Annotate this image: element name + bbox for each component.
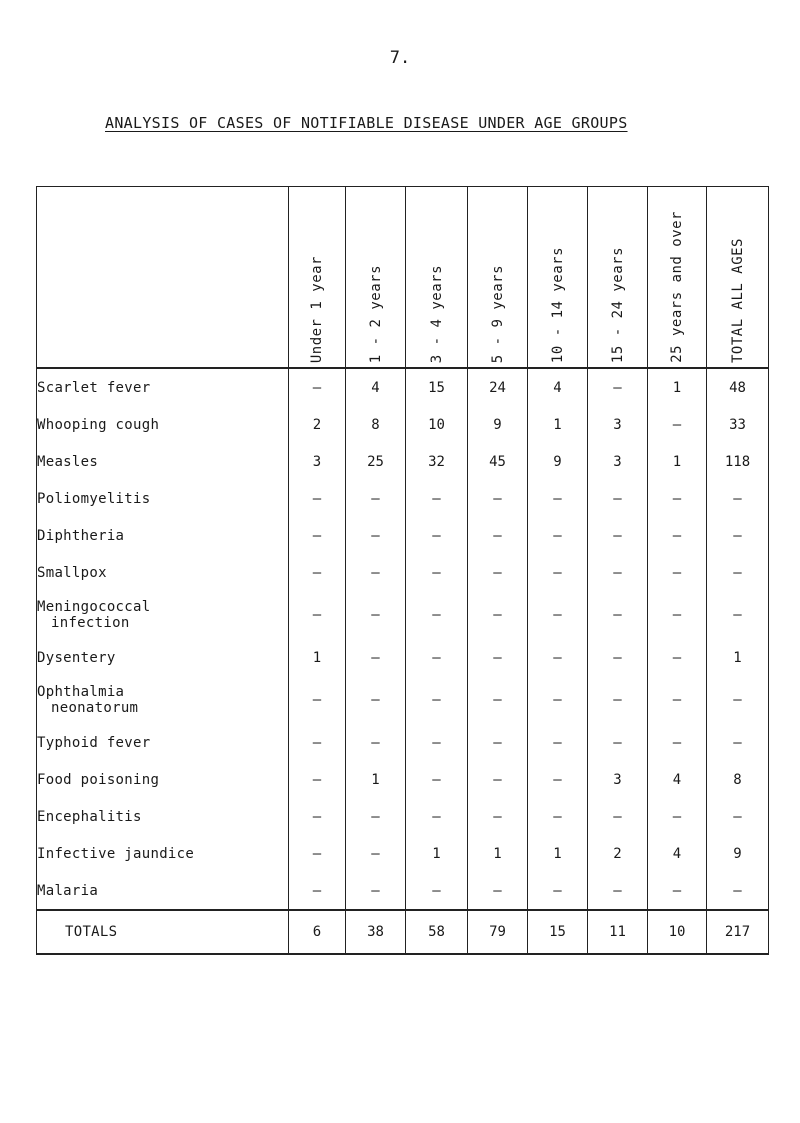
count-cell: – [289,872,346,910]
totals-cell: 6 [289,910,346,954]
table-row [37,872,769,910]
column-header: 25 years and over [648,187,707,369]
totals-cell: 79 [468,910,528,954]
count-cell: – [346,480,406,517]
disease-label: Typhoid fever [37,724,289,761]
count-cell: 9 [528,443,588,480]
count-cell: 3 [588,443,648,480]
count-cell: – [648,724,707,761]
count-cell: – [707,517,769,554]
count-cell: – [528,480,588,517]
column-header: 15 - 24 years [588,187,648,369]
count-cell: – [406,798,468,835]
count-cell: – [588,724,648,761]
count-cell: 1 [468,835,528,872]
totals-cell: 10 [648,910,707,954]
totals-cell: 217 [707,910,769,954]
count-cell: – [289,480,346,517]
disease-age-table [36,186,769,955]
count-cell: – [528,517,588,554]
count-cell: – [346,872,406,910]
count-cell: – [707,724,769,761]
count-cell: – [406,480,468,517]
count-cell: 15 [406,368,468,406]
count-cell: – [648,639,707,676]
count-cell: 10 [406,406,468,443]
count-cell: 45 [468,443,528,480]
column-header: Under 1 year [289,187,346,369]
table-row [37,517,769,554]
count-cell: 1 [346,761,406,798]
header-disease-cell [37,187,289,369]
count-cell: – [648,591,707,639]
count-cell: – [346,676,406,724]
count-cell: – [528,676,588,724]
disease-label: Malaria [37,872,289,910]
count-cell: – [346,798,406,835]
disease-label: Dysentery [37,639,289,676]
count-cell: – [707,480,769,517]
table-row [37,639,769,676]
count-cell: – [588,591,648,639]
count-cell: 24 [468,368,528,406]
table-row [37,676,769,724]
count-cell: 8 [707,761,769,798]
table-row [37,554,769,591]
count-cell: 1 [528,406,588,443]
count-cell: – [707,554,769,591]
count-cell: – [588,517,648,554]
count-cell: – [406,517,468,554]
totals-cell: 15 [528,910,588,954]
count-cell: – [648,517,707,554]
disease-label: Whooping cough [37,406,289,443]
column-header: TOTAL ALL AGES [707,187,769,369]
count-cell: – [528,639,588,676]
table-body [37,368,769,910]
disease-label: Poliomyelitis [37,480,289,517]
count-cell: 32 [406,443,468,480]
count-cell: – [468,480,528,517]
disease-label: Measles [37,443,289,480]
count-cell: – [588,368,648,406]
count-cell: – [406,872,468,910]
count-cell: – [588,798,648,835]
disease-label: Food poisoning [37,761,289,798]
count-cell: 2 [289,406,346,443]
count-cell: – [468,676,528,724]
count-cell: – [468,554,528,591]
count-cell: – [289,798,346,835]
count-cell: 33 [707,406,769,443]
count-cell: 1 [648,368,707,406]
count-cell: – [289,835,346,872]
count-cell: – [468,761,528,798]
count-cell: – [528,591,588,639]
count-cell: – [468,591,528,639]
disease-label: Ophthalmia neonatorum [37,676,289,724]
count-cell: – [346,517,406,554]
page-number: 7. [389,48,411,68]
count-cell: – [648,798,707,835]
totals-cell: 11 [588,910,648,954]
count-cell: 3 [289,443,346,480]
disease-label: Meningococcal infection [37,591,289,639]
count-cell: – [707,798,769,835]
totals-label: TOTALS [37,910,289,954]
count-cell: – [528,761,588,798]
count-cell: – [289,554,346,591]
count-cell: 48 [707,368,769,406]
count-cell: – [468,639,528,676]
count-cell: – [346,554,406,591]
count-cell: – [468,798,528,835]
count-cell: 1 [648,443,707,480]
count-cell: – [588,639,648,676]
header-row [37,187,769,369]
count-cell: – [588,554,648,591]
table-row [37,443,769,480]
count-cell: 4 [648,835,707,872]
table-title: ANALYSIS OF CASES OF NOTIFIABLE DISEASE UNDER AGE GROUPS [105,114,628,132]
table-row [37,406,769,443]
count-cell: – [289,591,346,639]
count-cell: – [468,517,528,554]
disease-label: Diphtheria [37,517,289,554]
count-cell: 9 [707,835,769,872]
count-cell: 4 [528,368,588,406]
count-cell: – [648,480,707,517]
count-cell: – [528,798,588,835]
count-cell: – [406,639,468,676]
count-cell: – [406,554,468,591]
count-cell: 8 [346,406,406,443]
count-cell: – [346,835,406,872]
count-cell: – [289,368,346,406]
count-cell: 2 [588,835,648,872]
count-cell: 3 [588,761,648,798]
count-cell: – [648,872,707,910]
count-cell: – [289,761,346,798]
count-cell: 1 [707,639,769,676]
totals-cell: 38 [346,910,406,954]
count-cell: – [346,639,406,676]
count-cell: – [346,591,406,639]
column-header: 3 - 4 years [406,187,468,369]
count-cell: 1 [528,835,588,872]
table-row [37,798,769,835]
count-cell: – [648,676,707,724]
column-header: 5 - 9 years [468,187,528,369]
count-cell: – [468,872,528,910]
count-cell: – [648,554,707,591]
count-cell: – [289,724,346,761]
table-row [37,368,769,406]
count-cell: – [528,872,588,910]
count-cell: 1 [289,639,346,676]
column-header: 10 - 14 years [528,187,588,369]
count-cell: – [346,724,406,761]
disease-label: Smallpox [37,554,289,591]
count-cell: 118 [707,443,769,480]
count-cell: – [707,591,769,639]
count-cell: 3 [588,406,648,443]
table-row [37,591,769,639]
disease-label: Infective jaundice [37,835,289,872]
count-cell: – [588,676,648,724]
count-cell: – [588,872,648,910]
count-cell: – [289,676,346,724]
count-cell: – [648,406,707,443]
count-cell: 1 [406,835,468,872]
count-cell: – [707,676,769,724]
table-row [37,480,769,517]
count-cell: – [707,872,769,910]
totals-row [37,910,769,954]
count-cell: – [289,517,346,554]
count-cell: – [406,676,468,724]
column-header: 1 - 2 years [346,187,406,369]
disease-label: Encephalitis [37,798,289,835]
count-cell: 4 [346,368,406,406]
count-cell: – [588,480,648,517]
count-cell: – [406,724,468,761]
count-cell: – [528,554,588,591]
count-cell: – [406,591,468,639]
count-cell: – [528,724,588,761]
table-row [37,761,769,798]
count-cell: 4 [648,761,707,798]
count-cell: 9 [468,406,528,443]
count-cell: – [468,724,528,761]
count-cell: – [406,761,468,798]
table-row [37,724,769,761]
count-cell: 25 [346,443,406,480]
disease-label: Scarlet fever [37,368,289,406]
totals-cell: 58 [406,910,468,954]
table-row [37,835,769,872]
